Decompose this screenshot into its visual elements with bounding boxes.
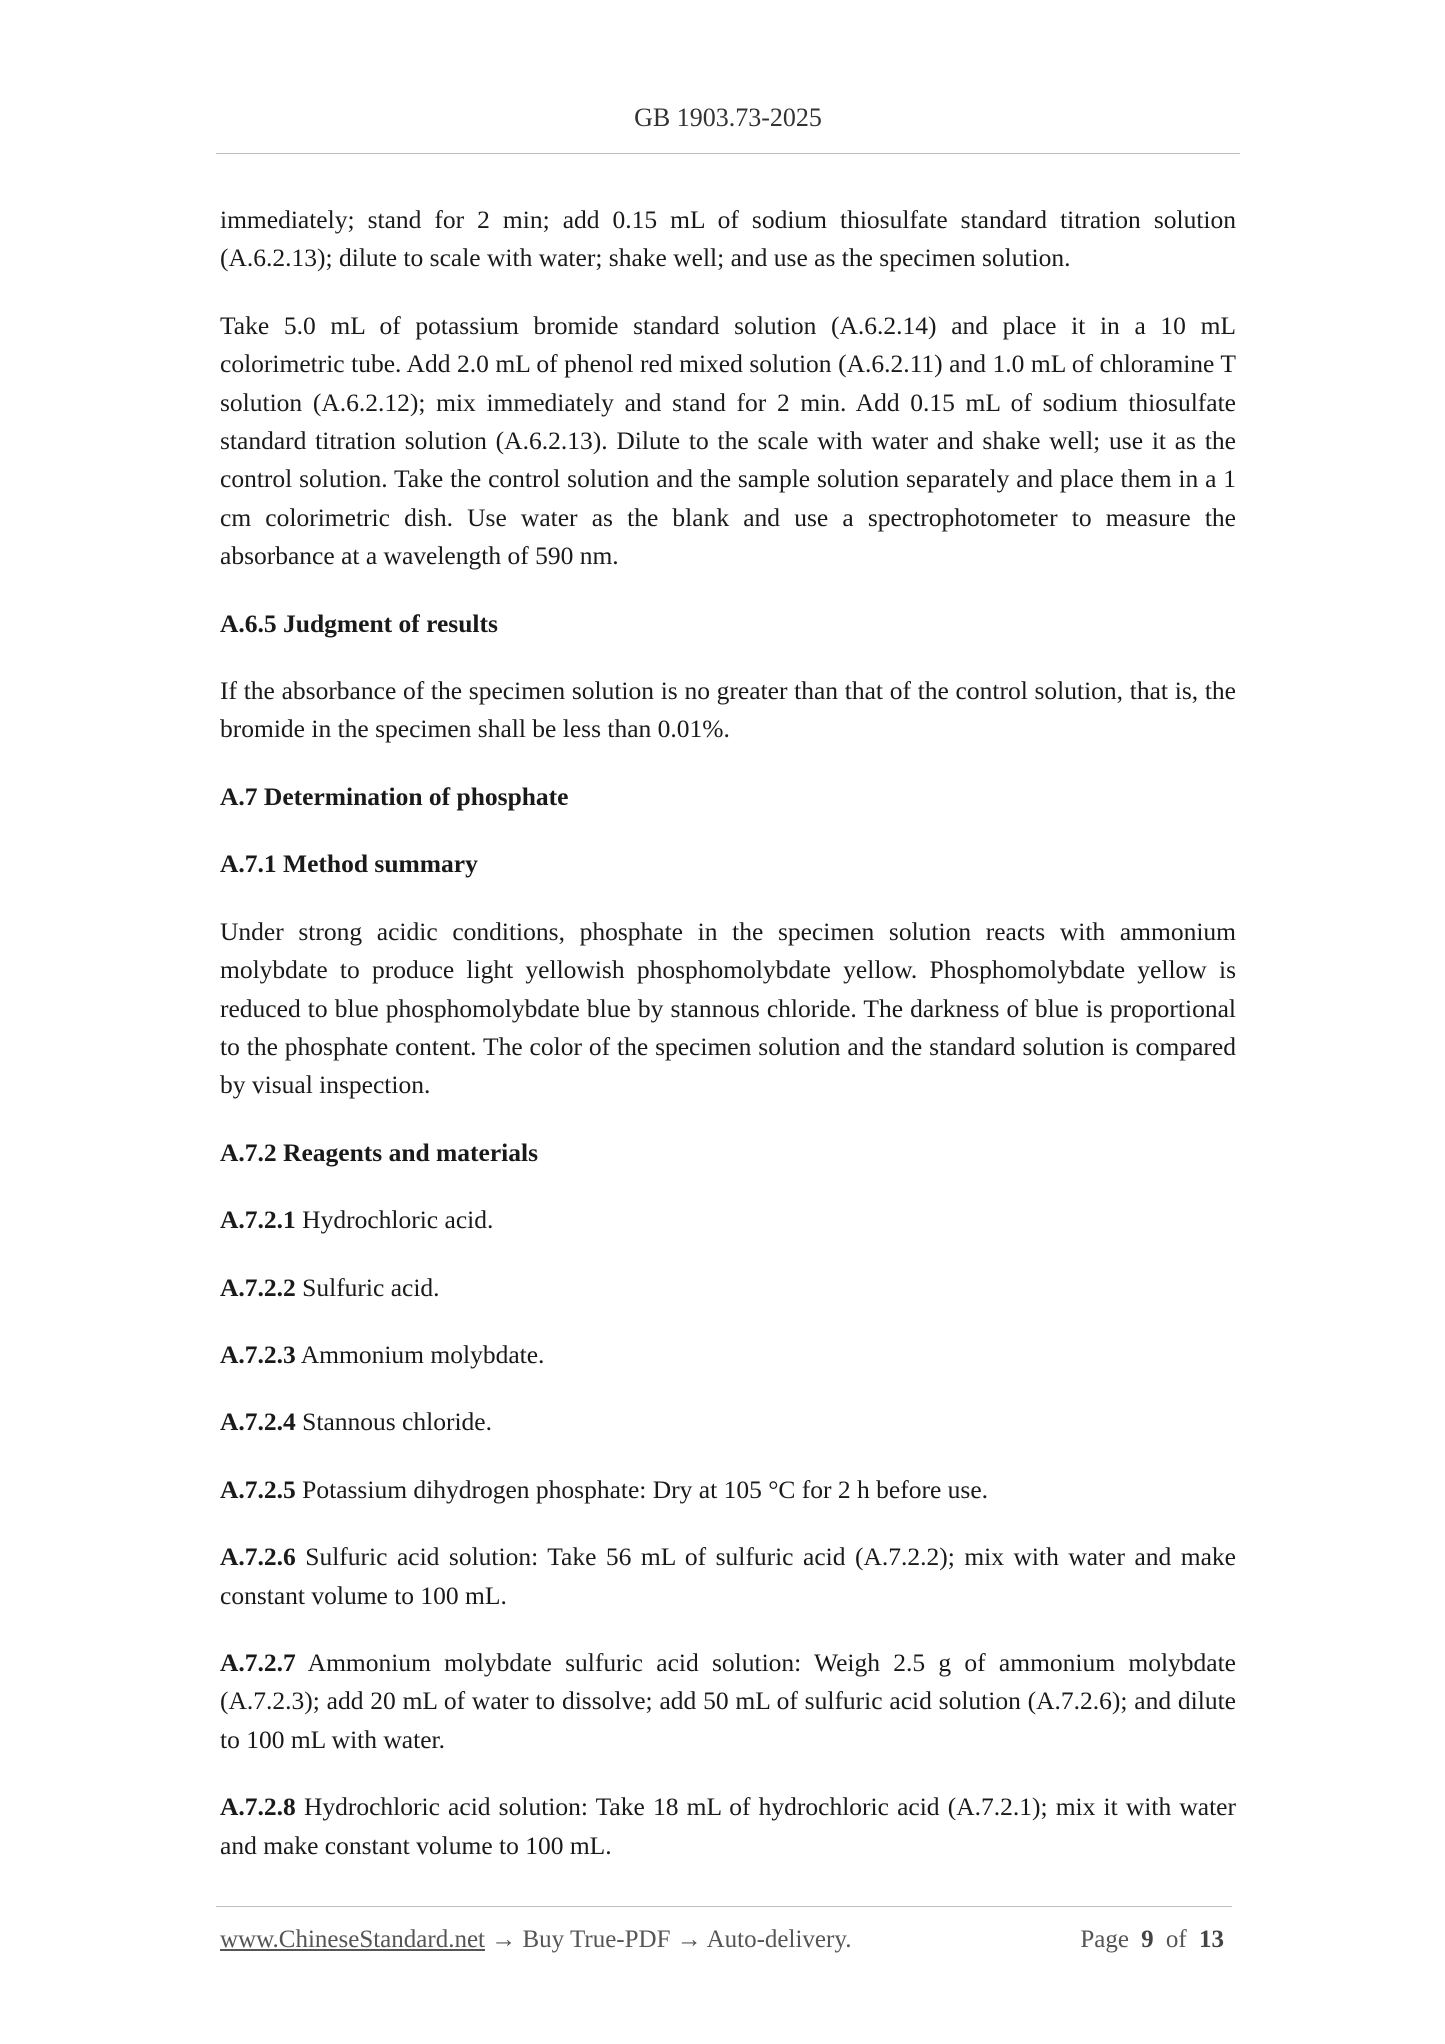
clause-number: A.7.2.5 xyxy=(220,1474,296,1504)
clause-item xyxy=(220,1538,1236,1615)
section-heading: A.7.1 Method summary xyxy=(220,849,478,879)
arrow-right-icon: → xyxy=(670,1926,707,1953)
buy-true-pdf-text: Buy True-PDF xyxy=(522,1926,671,1953)
clause-number: A.7.2.2 xyxy=(220,1272,296,1302)
clause-item xyxy=(220,1269,1236,1307)
clause-item xyxy=(220,1788,1236,1865)
paragraph: Under strong acidic conditions, phosphate in the specimen solution reacts with ammonium molybdate to produce light yellowish phosphomolybdate yellow. Phosphomolybdate yellow is reduced to blue phosphomolybdate blue by stannous chloride. The darkness of blue is proportional to the phosphate content. The color of the specimen solution and the standard solution is compared by visual inspection. xyxy=(220,916,1236,1100)
website-link[interactable]: www.ChineseStandard.net xyxy=(220,1926,485,1953)
clause-item xyxy=(220,1471,1236,1509)
document-body xyxy=(220,201,1236,1894)
page-header-title: GB 1903.73-2025 xyxy=(634,103,822,132)
clause-number: A.7.2.3 xyxy=(220,1339,296,1369)
of-label: of xyxy=(1165,1926,1187,1953)
clause-text: Stannous chloride. xyxy=(295,1407,492,1437)
clause-text: Ammonium molybdate. xyxy=(295,1339,545,1369)
clause-number: A.7.2.7 xyxy=(220,1647,296,1677)
clause-text: Ammonium molybdate sulfuric acid solution: Weigh 2.5 g of ammonium molybdate (A.7.2.3); add 20 mL of water to dissolve; add 50 mL of sulfuric acid solution (A.7.2.6); and dilute to 100 mL with water. xyxy=(220,1647,1236,1754)
clause-text: Sulfuric acid solution: Take 56 mL of sulfuric acid (A.7.2.2); mix with water and make constant volume to 100 mL. xyxy=(220,1542,1236,1610)
clause-number: A.7.2.8 xyxy=(220,1792,296,1822)
auto-delivery-text: Auto-delivery. xyxy=(706,1926,852,1953)
page-total: 13 xyxy=(1199,1926,1224,1953)
paragraph: If the absorbance of the specimen solution is no greater than that of the control solution, that is, the bromide in the specimen shall be less than 0.01%. xyxy=(220,676,1236,744)
page-indicator xyxy=(1080,1926,1230,1954)
clause-item xyxy=(220,1403,1236,1441)
section-heading: A.7.2 Reagents and materials xyxy=(220,1137,539,1167)
clause-text: Potassium dihydrogen phosphate: Dry at 105 °C for 2 h before use. xyxy=(295,1474,989,1504)
clause-text: Hydrochloric acid. xyxy=(295,1205,494,1235)
clause-text: Hydrochloric acid solution: Take 18 mL of hydrochloric acid (A.7.2.1); mix it with water and make constant volume to 100 mL. xyxy=(220,1792,1236,1860)
clause-number: A.7.2.6 xyxy=(220,1542,296,1572)
page-number: 9 xyxy=(1141,1926,1154,1953)
page-label: Page xyxy=(1080,1926,1129,1953)
paragraph: Take 5.0 mL of potassium bromide standard solution (A.6.2.14) and place it in a 10 mL colorimetric tube. Add 2.0 mL of phenol red mixed solution (A.6.2.11) and 1.0 mL of chloramine T solution (A.6.2.12); mix immediately and stand for 2 min. Add 0.15 mL of sodium thiosulfate standard titration solution (A.6.2.13). Dilute to the scale with water and shake well; use it as the control solution. Take the control solution and the sample solution separately and place them in a 1 cm colorimetric dish. Use water as the blank and use a spectrophotometer to measure the absorbance at a wavelength of 590 nm. xyxy=(220,310,1236,571)
arrow-right-icon: → xyxy=(485,1926,523,1953)
clause-text: Sulfuric acid. xyxy=(295,1272,440,1302)
clause-item xyxy=(220,1644,1236,1759)
clause-number: A.7.2.1 xyxy=(220,1205,296,1235)
footer-divider xyxy=(216,1906,1232,1907)
header-divider xyxy=(216,153,1240,154)
paragraph: immediately; stand for 2 min; add 0.15 mL of sodium thiosulfate standard titration solution (A.6.2.13); dilute to scale with water; shake well; and use as the specimen solution. xyxy=(220,205,1236,273)
clause-item xyxy=(220,1336,1236,1374)
page-footer xyxy=(220,1926,1230,1954)
clause-number: A.7.2.4 xyxy=(220,1407,296,1437)
section-heading: A.6.5 Judgment of results xyxy=(220,608,498,638)
section-heading: A.7 Determination of phosphate xyxy=(220,781,569,811)
clause-item xyxy=(220,1201,1236,1239)
